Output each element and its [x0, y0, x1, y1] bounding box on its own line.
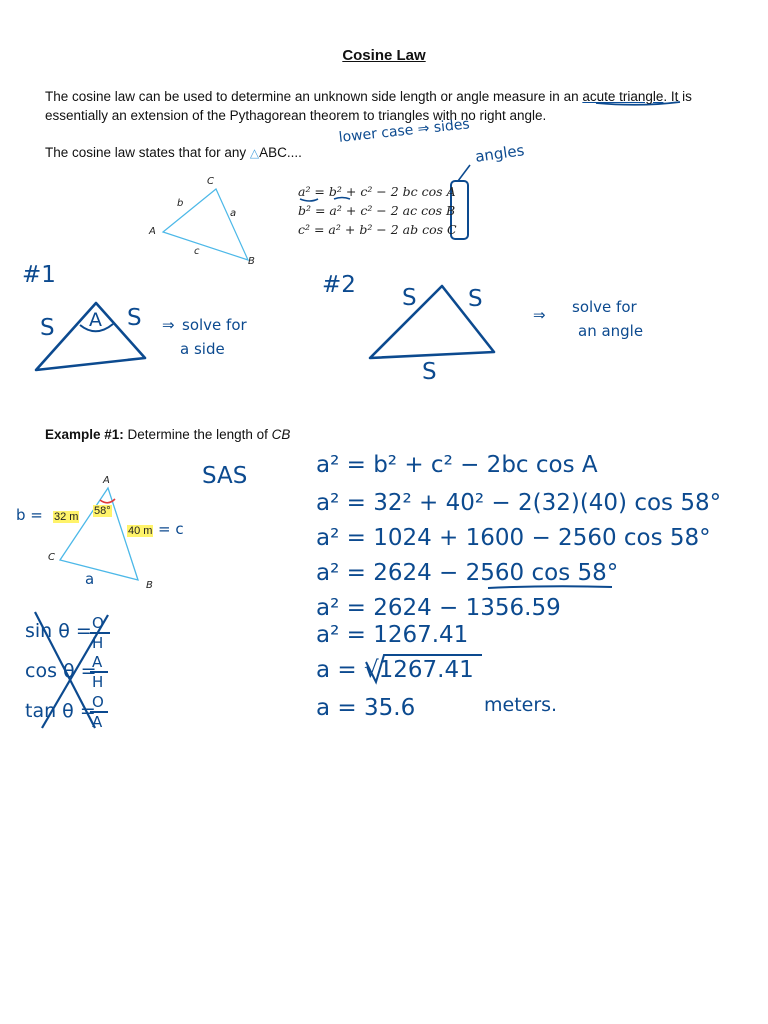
intro-text-after: . It is essentially an extension of the Pythagorean theorem to triangles with no right angle.	[45, 89, 692, 123]
ex-b-label: b =	[16, 506, 43, 524]
case2-side-bottom: S	[422, 359, 437, 385]
triangle-symbol-icon: △	[249, 146, 260, 160]
case1-note-line2: a side	[180, 340, 225, 358]
case1-arrow-icon: ⇒	[162, 316, 175, 334]
tri1-vertex-a: A	[149, 226, 156, 237]
formula-b: b² = a² + c² − 2 ac cos B	[298, 203, 456, 218]
case2-arrow-icon: ⇒	[533, 306, 546, 324]
page-title: Cosine Law	[342, 47, 426, 64]
work-line-4: a² = 2624 − 2560 cos 58°	[316, 560, 619, 586]
case2-note-line1: solve for	[572, 298, 637, 316]
trig-tan-num: O	[92, 693, 104, 711]
acute-underline	[596, 102, 680, 105]
case1-angle: A	[89, 309, 102, 331]
trig-tan-den: A	[92, 713, 103, 731]
case1-side-right: S	[127, 305, 142, 331]
example-segment: CB	[271, 427, 291, 442]
ex-vertex-c: C	[48, 552, 55, 563]
case2-side-left: S	[402, 285, 417, 311]
case1-label: #1	[22, 262, 56, 288]
work-line-6: a² = 1267.41	[316, 622, 469, 648]
tri1-vertex-b: B	[248, 256, 255, 267]
trig-cos-fn: cos θ =	[25, 660, 97, 682]
ex-side-b-value: 32 m	[54, 511, 79, 523]
tri1-side-b: b	[177, 198, 184, 209]
case1-side-left: S	[40, 315, 55, 341]
case2-note-line2: an angle	[578, 322, 644, 340]
trig-tan-fn: tan θ =	[25, 700, 96, 722]
case1-note-line1: solve for	[182, 316, 247, 334]
formula-a: a² = b² + c² − 2 bc cos A	[298, 184, 456, 199]
case2-side-right: S	[468, 286, 483, 312]
ex-angle-value: 58°	[94, 505, 111, 517]
tri1-side-a: a	[230, 208, 237, 219]
intro-highlight: acute triangle	[582, 89, 664, 104]
work-line-7: a = √1267.41	[316, 657, 474, 683]
case2-label: #2	[322, 272, 356, 298]
ex-c-label: = c	[158, 520, 184, 538]
ex-side-c-value: 40 m	[128, 525, 153, 537]
work-line-8: a = 35.6	[316, 695, 416, 721]
work-line-2: a² = 32² + 40² − 2(32)(40) cos 58°	[316, 490, 722, 516]
trig-cos-num: A	[92, 653, 103, 671]
note-angles: angles	[474, 141, 526, 166]
work-underline	[488, 586, 612, 588]
example-text: Determine the length of	[123, 427, 272, 442]
answer-units: meters.	[484, 694, 558, 716]
trig-sin-num: O	[92, 614, 104, 632]
angle-arrow	[458, 165, 470, 181]
work-line-3: a² = 1024 + 1600 − 2560 cos 58°	[316, 525, 711, 551]
trig-sin-fn: sin θ =	[25, 620, 92, 642]
statement-before: The cosine law states that for any	[45, 145, 250, 160]
ex-a-label: a	[85, 570, 95, 588]
tri1-side-c: c	[194, 246, 200, 257]
ex-vertex-a: A	[103, 475, 110, 486]
example-label: Example #1:	[45, 427, 124, 442]
formula-c: c² = a² + b² − 2 ab cos C	[298, 222, 457, 237]
ex-vertex-b: B	[146, 580, 153, 591]
trig-sin-den: H	[92, 634, 104, 652]
work-line-5: a² = 2624 − 1356.59	[316, 595, 561, 621]
note-lower-case-sides: lower case ⇒ sides	[338, 116, 471, 146]
tri1-vertex-c: C	[207, 176, 214, 187]
work-line-1: a² = b² + c² − 2bc cos A	[316, 452, 598, 478]
statement-after: ABC....	[259, 145, 302, 160]
reference-triangle	[163, 189, 248, 260]
sas-label: SAS	[202, 463, 248, 489]
example-heading	[45, 427, 290, 442]
trig-cos-den: H	[92, 673, 104, 691]
intro-text-before: The cosine law can be used to determine an unknown side length or angle measure in an	[45, 89, 583, 104]
